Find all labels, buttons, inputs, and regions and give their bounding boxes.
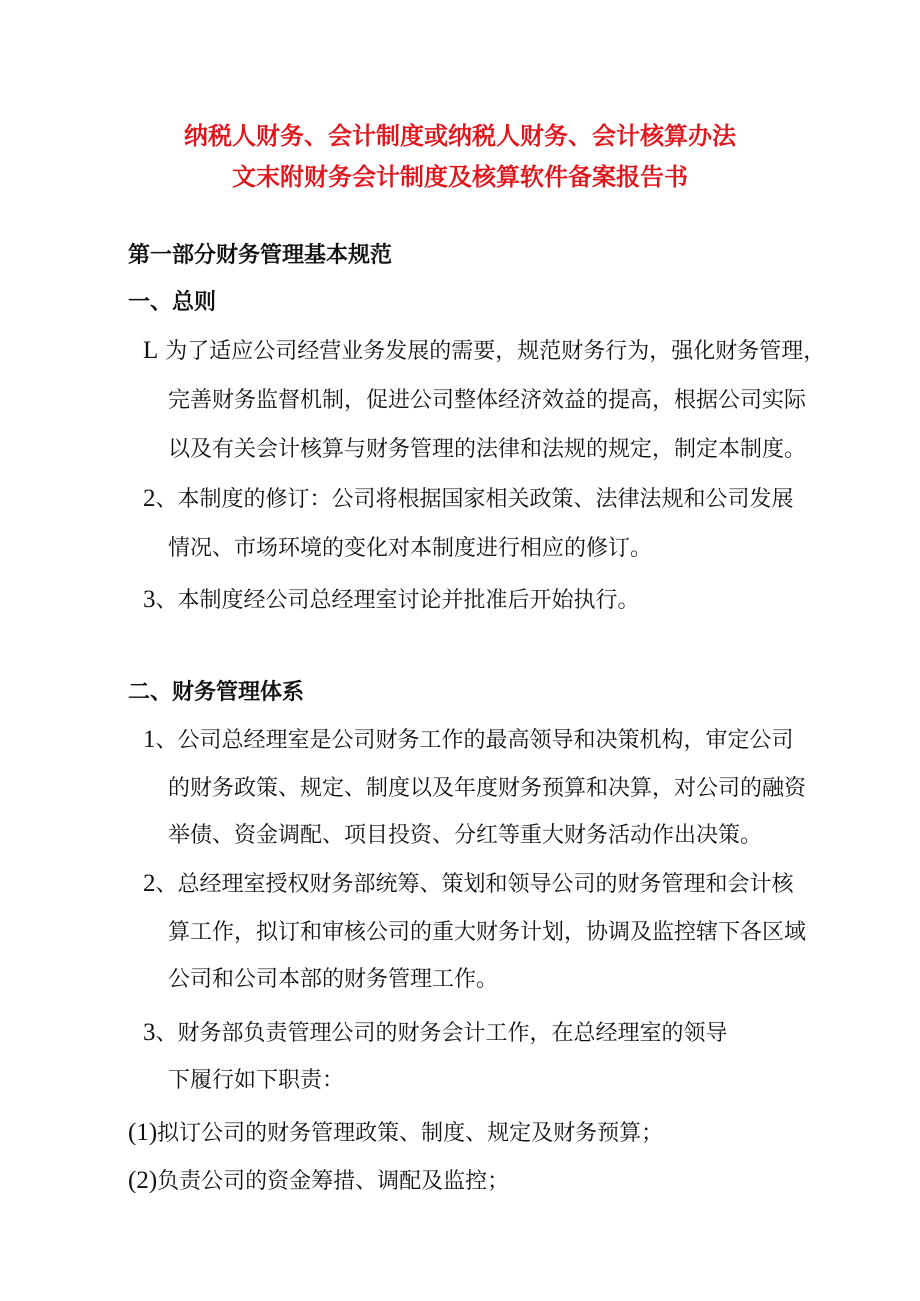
- item-text: 、本制度经公司总经理室讨论并批准后开始执行。: [155, 588, 640, 613]
- general-item-1-line-1: [143, 335, 825, 368]
- system-item-1-line-3: 举债、资金调配、项目投资、分红等重大财务活动作出决策。: [168, 823, 763, 848]
- item-number: 1: [143, 726, 156, 753]
- general-item-2-line-1: [143, 483, 794, 516]
- duty-item-1: [128, 1117, 663, 1150]
- duty-text: 拟订公司的财务管理政策、制度、规定及财务预算；: [157, 1121, 664, 1146]
- item-number: 3: [143, 1019, 156, 1046]
- general-item-1-line-2: 完善财务监督机制，促进公司整体经济效益的提高，根据公司实际: [168, 388, 807, 413]
- item-number: L: [143, 337, 159, 364]
- item-number: 2: [143, 870, 156, 897]
- item-text: 、公司总经理室是公司财务工作的最高领导和决策机构，审定公司: [155, 728, 794, 753]
- item-number: 3: [143, 586, 156, 613]
- section-heading-finance-system: 二、财务管理体系: [128, 680, 305, 705]
- system-item-2-line-1: [143, 868, 794, 901]
- item-text: 、财务部负责管理公司的财务会计工作，在总经理室的领导: [155, 1021, 728, 1046]
- system-item-1-line-2: 的财务政策、规定、制度以及年度财务预算和决算，对公司的融资: [168, 776, 807, 801]
- duty-number: (1): [128, 1119, 158, 1146]
- system-item-2-line-2: 算工作，拟订和审核公司的重大财务计划，协调及监控辖下各区域: [168, 920, 807, 945]
- document-title-line-2: 文末附财务会计制度及核算软件备案报告书: [232, 163, 688, 191]
- system-item-2-line-3: 公司和公司本部的财务管理工作。: [168, 967, 499, 992]
- item-text: 为了适应公司经营业务发展的需要，规范财务行为，强化财务管理，: [165, 339, 826, 364]
- duty-number: (2): [128, 1167, 158, 1194]
- item-text: 、总经理室授权财务部统筹、策划和领导公司的财务管理和会计核: [155, 872, 794, 897]
- item-number: 2: [143, 485, 156, 512]
- section-heading-general: 一、总则: [128, 290, 217, 315]
- system-item-3-line-1: [143, 1017, 728, 1050]
- document-title-line-1: 纳税人财务、会计制度或纳税人财务、会计核算办法: [184, 122, 736, 150]
- general-item-3-line-1: [143, 584, 640, 617]
- item-text: 、本制度的修订：公司将根据国家相关政策、法律法规和公司发展: [155, 487, 794, 512]
- general-item-1-line-3: 以及有关会计核算与财务管理的法律和法规的规定，制定本制度。: [168, 437, 807, 462]
- duty-item-2: [128, 1165, 509, 1198]
- part-heading: 第一部分财务管理基本规范: [128, 243, 393, 268]
- system-item-1-line-1: [143, 724, 794, 757]
- system-item-3-line-2: 下履行如下职责：: [168, 1068, 345, 1093]
- duty-text: 负责公司的资金筹措、调配及监控；: [157, 1169, 510, 1194]
- general-item-2-line-2: 情况、市场环境的变化对本制度进行相应的修订。: [168, 536, 653, 561]
